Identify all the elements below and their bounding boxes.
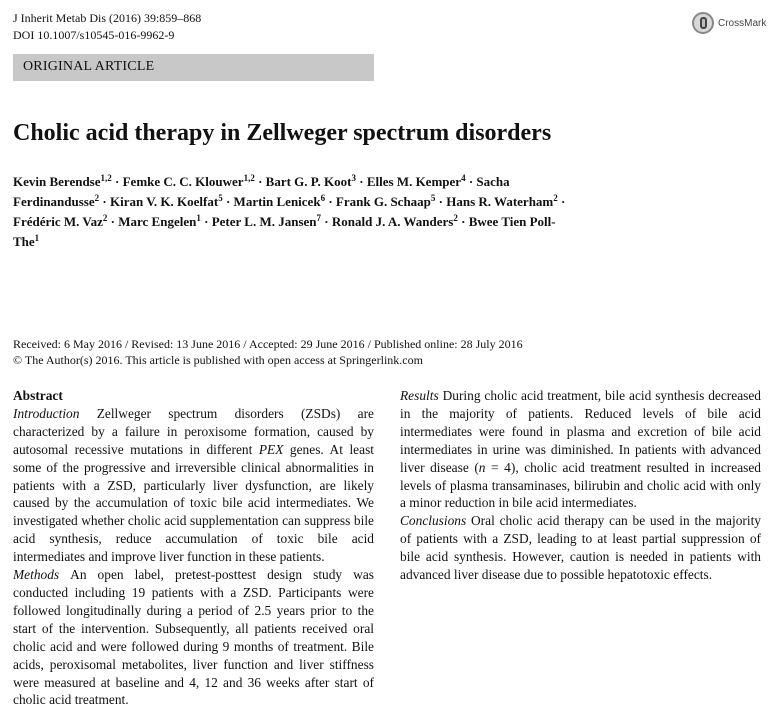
author-separator: · [325, 194, 336, 209]
author-separator: · [107, 214, 119, 229]
author-separator: · [557, 194, 566, 209]
author-separator: · [254, 174, 266, 189]
author-name: Bart G. P. Koot [265, 174, 352, 189]
author-list [13, 172, 573, 252]
abstract-heading: Abstract [13, 388, 63, 403]
abstract-results [400, 387, 761, 512]
author-affiliation: 5 [430, 193, 436, 203]
dates-line: Received: 6 May 2016 / Revised: 13 June 2016 / Accepted: 29 June 2016 / Published online: 28 July 2016 [13, 337, 523, 351]
author-separator: · [355, 174, 367, 189]
author-separator: · [111, 174, 123, 189]
author-name: Sacha Ferdinandusse [13, 174, 510, 209]
author-separator: · [99, 194, 110, 209]
publication-history [13, 336, 523, 368]
author-separator: · [200, 214, 212, 229]
author-affiliation: 5 [218, 193, 223, 203]
journal-citation [13, 10, 201, 44]
abstract-column-left [13, 387, 374, 709]
doi-line: DOI 10.1007/s10545-016-9962-9 [13, 28, 175, 42]
author-affiliation: 7 [316, 213, 322, 223]
author-name: Bwee Tien Poll-The [13, 214, 556, 249]
introduction-label: Introduction [13, 405, 80, 421]
author-affiliation: 3 [351, 173, 356, 183]
author-separator: · [465, 174, 477, 189]
abstract-conclusions [400, 512, 761, 584]
author-name: Ronald J. A. Wanders [331, 214, 454, 229]
author-affiliation: 1 [196, 213, 201, 223]
abstract-column-right [400, 387, 761, 584]
article-type-band [13, 54, 374, 81]
methods-text: An open label, pretest-posttest design study was conducted including 19 patients with a ZSD. Participants were followed longitudinally during a period of 2.5 years prior to the start of the intervention. Subsequently, all patients received oral cholic acid and were followed during 9 months of treatment. Bile acids, peroxisomal metabolites, liver function and liver stiffness were measured at baseline and 4, 12 and 36 weeks after start of cholic acid treatment. [13, 567, 374, 708]
author-name: Femke C. C. Klouwer [122, 174, 244, 189]
author-name: Marc Engelen [118, 214, 197, 229]
author-name: Peter L. M. Jansen [211, 214, 317, 229]
author-separator: · [222, 194, 234, 209]
author-affiliation: 6 [320, 193, 326, 203]
author-affiliation: 2 [453, 213, 458, 223]
author-affiliation: 2 [102, 213, 108, 223]
conclusions-text: Oral cholic acid therapy can be used in the majority of patients with a ZSD, leading to at least partial suppression of bile acid synthesis. However, caution is needed in patients with advanced liver disease due to possible hepatotoxic effects. [400, 513, 761, 583]
author-separator: · [435, 194, 447, 209]
author-affiliation: 1,2 [243, 173, 255, 183]
abstract-introduction [13, 405, 374, 566]
author-affiliation: 2 [553, 193, 558, 203]
methods-label: Methods [13, 567, 60, 583]
paper-title: Cholic acid therapy in Zellweger spectrum disorders [13, 120, 552, 146]
author-affiliation: 1,2 [100, 173, 112, 183]
article-type-label: ORIGINAL ARTICLE [23, 59, 155, 74]
conclusions-label: Conclusions [400, 513, 467, 529]
author-name: Kevin Berendse [13, 174, 101, 189]
crossmark-badge[interactable] [692, 12, 766, 34]
author-affiliation: 2 [94, 193, 100, 203]
author-separator: · [321, 214, 332, 229]
author-name: Frank G. Schaap [335, 194, 431, 209]
results-label: Results [400, 388, 439, 403]
author-name: Martin Lenicek [233, 194, 321, 209]
crossmark-label: CrossMark [718, 17, 767, 29]
author-affiliation: 1 [34, 233, 40, 243]
author-affiliation: 4 [461, 173, 466, 183]
introduction-text: Zellweger spectrum disorders (ZSDs) are characterized by a failure in peroxisome formation, caused by autosomal recessive mutations in different PEX genes. At least some of the progressive and irreversible clinical abnormalities in patients with a ZSD, particularly liver dysfunction, are likely caused by the accumulation of toxic bile acid intermediates. We investigated whether cholic acid supplementation can suppress bile acid synthesis, reduce accumulation of toxic bile acid intermediates and improve liver function in these patients. [13, 405, 374, 565]
author-name: Kiran V. K. Koelfat [109, 194, 219, 209]
copyright-line: © The Author(s) 2016. This article is published with open access at Springerlink.com [13, 353, 423, 367]
author-name: Frédéric M. Vaz [13, 214, 103, 229]
author-name: Elles M. Kemper [366, 174, 462, 189]
journal-line: J Inherit Metab Dis (2016) 39:859–868 [13, 11, 202, 25]
author-separator: · [457, 214, 469, 229]
crossmark-icon [692, 12, 714, 34]
author-name: Hans R. Waterham [446, 194, 554, 209]
abstract-methods [13, 566, 374, 709]
results-text: During cholic acid treatment, bile acid synthesis decreased in the majority of patients. Reduced levels of bile acid intermediates were found in plasma and excretion of bile acid intermediates in urine was diminished. In patients with advanced liver disease (n = 4), cholic acid treatment resulted in increased levels of plasma transaminases, bilirubin and cholic acid with only a minor reduction in bile acid intermediates. [400, 388, 761, 511]
